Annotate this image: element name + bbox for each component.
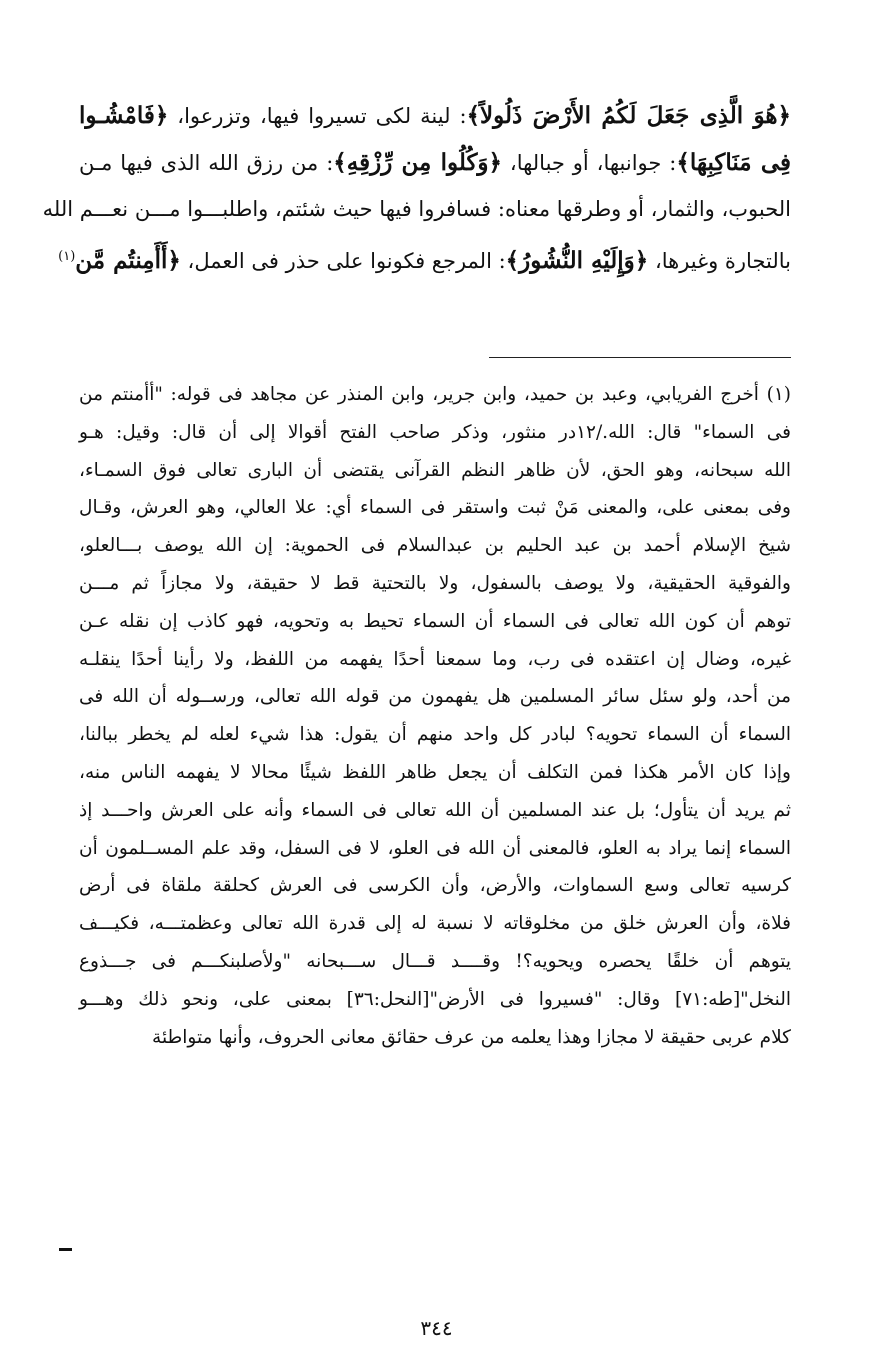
footnote-line: من أحد، ولو سئل سائر المسلمين هل يفهمون من قوله الله تعالى، ورســوله أن الله فى [79,686,791,708]
commentary-text: : لينة لكى تسيروا فيها، وتزرعوا، [168,104,467,128]
commentary-text: : جوانبها، أو جبالها، [502,151,677,175]
main-line [42,186,791,233]
commentary-text: : من رزق الله الذى فيها مـن [79,151,334,175]
footnote-line: الله سبحانه، وهو الحق، لأن ظاهر النظم القرآنى يقتضى أن البارى تعالى فوق السمـاء، [79,459,791,481]
main-line [58,233,791,280]
page-number: ٣٤٤ [420,1316,453,1340]
footnote-line: كلام عربى حقيقة لا مجازا وهذا يعلمه من عرف حقائق معانى الحروف، وأنها متواطئة [152,1026,791,1048]
commentary-text: الحبوب، والثمار، أو وطرقها معناه: فسافروا فيها حيث شئتم، واطلبـــوا مـــن نعـــم الله [42,197,791,221]
quran-verse: ﴿وَكُلُوا مِن رِّزْقِهِ﴾ [333,149,503,176]
main-line [79,139,791,186]
footnote-line: النخل"[طه:٧١] وقال: "فسيروا فى الأرض"[النحل:٣٦] بمعنى على، ونحو ذلك وهـــو [79,988,791,1010]
footnote-line: السماء أن السماء تحويه؟ لبادر كل واحد منهم أن يقول: هذا شيء لعله لم يخطر ببالنا، [79,724,791,746]
footnote-line: غيره، وضال إن اعتقده فى رب، وما سمعنا أحدًا يفهمه من اللفظ، ولا رأينا أحدًا ينقلـه [79,648,791,670]
footnote-reference: (١) [58,249,76,264]
footnote-line: ثم يريد أن يتأول؛ بل عند المسلمين أن الله تعالى فى السماء وأنه على العرش واحـــد إذ [79,799,791,821]
main-line [79,92,791,139]
footnote-line: كرسيه تعالى وسع السماوات، والأرض، وأن الكرسى فى العرش كحلقة ملقاة فى أرض [79,875,791,897]
main-text-block [42,92,792,280]
footnote-line: توهم أن كون الله تعالى فى السماء أن السماء تحيط به وتحويه، فهو كاذب إن نقله عـن [79,610,791,632]
footnote-line: فلاة، وأن العرش خلق من مخلوقاته لا نسبة له إلى قدرة الله تعالى وعظمتـــه، فكيـــف [79,913,791,935]
footnote-line: يتوهم أن خلقًا يحصره ويحويه؟! وقــــد قـــال ســـبحانه "ولأصلبنكـــم فى جـــذوع [79,950,791,972]
footnote-line: السماء إنما يراد به العلو، فالمعنى أن الله فى العلو، لا فى السفل، وقد علم المســلمون أن [79,837,791,859]
footnote-separator [489,357,791,358]
quran-verse: ﴿هُوَ الَّذِى جَعَلَ لَكُمُ الأَرْضَ ذَلُولاً﴾ [466,102,791,129]
continuation-dash [59,1248,72,1251]
commentary-text: بالتجارة وغيرها، [648,249,791,273]
footnote-line: والفوقية الحقيقية، ولا يوصف بالسفول، ولا بالتحتية قط لا حقيقة، ولا مجازاً ثم مـــن [79,572,791,594]
footnotes-block [79,376,791,1056]
quran-verse: فِى مَنَاكِبِهَا﴾ [676,149,792,176]
footnote-line: شيخ الإسلام أحمد بن عبد الحليم بن عبدالسلام فى الحموية: إن الله يوصف بـــالعلو، [79,535,791,557]
footnote-line: (١) أخرج الفريابي، وعبد بن حميد، وابن جرير، وابن المنذر عن مجاهد فى قوله: "أأمنتم من [79,384,791,405]
quran-verse: ﴿فَامْشُـوا [79,102,169,129]
footnote-line: وإذا كان الأمر هكذا فمن التكلف أن يجعل ظاهر اللفظ شيئًا محالا لا يفهمه الناس منه، [79,761,791,783]
footnote-line: وفى بمعنى على، والمعنى مَنْ ثبت واستقر فى السماء أي: علا العالي، وهو العرش، وقـال [79,497,791,519]
quran-verse: ﴿وَإِلَيْهِ النُّشُورُ﴾ [505,247,649,274]
footnote-line: فى السماء" قال: الله./١٢در منثور، وذكر صاحب الفتح أقوالا إلى أن قال: وقيل: هـو [79,421,791,443]
commentary-text: : المرجع فكونوا على حذر فى العمل، [180,249,506,273]
quran-verse: ﴿أَأَمِنتُم مَّن [75,247,181,274]
